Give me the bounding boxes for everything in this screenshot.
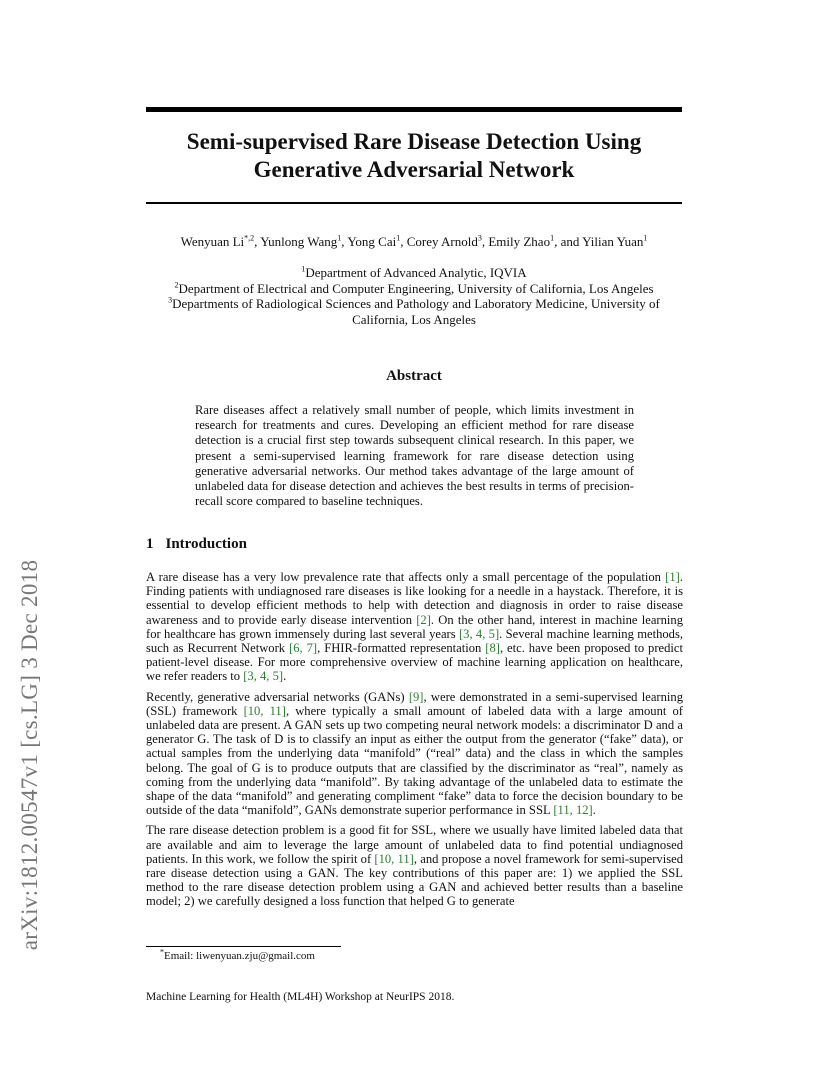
author-affiliation-mark: 1 xyxy=(550,233,555,243)
section-title: Introduction xyxy=(165,536,247,552)
paragraph xyxy=(146,570,683,684)
footnote xyxy=(160,947,315,962)
paragraph xyxy=(146,690,683,818)
affiliations xyxy=(146,265,682,327)
citation-link[interactable]: [10, 11] xyxy=(243,703,286,718)
author-separator: , xyxy=(481,234,489,249)
author-name: Corey Arnold xyxy=(406,234,478,249)
citation-link[interactable]: [6, 7] xyxy=(289,641,318,656)
affiliation-1: $^1$Department of Advanced Analytic, IQVIA xyxy=(301,264,527,280)
footnote-rule xyxy=(146,946,341,947)
author-affiliation-mark: 1 xyxy=(396,233,401,243)
author-separator: , xyxy=(341,234,348,249)
title-line-1: Semi-supervised Rare Disease Detection Using xyxy=(186,129,642,154)
affiliation-2: $^2$Department of Electrical and Computer Engineering, University of California, Los Angeles xyxy=(174,280,654,296)
paragraph-text: . Several machine learning methods, such as Recurrent Network xyxy=(146,626,684,656)
citation-link[interactable]: [1] xyxy=(665,570,680,584)
citation-link[interactable]: [9] xyxy=(408,689,424,704)
paragraph-text: Recently, generative adversarial networks (GANs) xyxy=(146,689,409,704)
citation-link[interactable]: [3, 4, 5] xyxy=(243,669,284,684)
author-separator: , and xyxy=(554,234,583,249)
title-line-2: Generative Adversarial Network xyxy=(253,157,575,182)
citation-link[interactable]: [3, 4, 5] xyxy=(458,626,500,641)
author-affiliation-mark: 3 xyxy=(477,233,482,243)
paragraph-text: . Finding patients with undiagnosed rare diseases is like looking for a needle in a haystack. Therefore, it is essential to develop efficient methods to help with detection and diagnosis in order to raise disease awareness and to provide early disease intervention xyxy=(146,570,683,627)
title-top-rule xyxy=(146,107,682,112)
abstract-text: Rare diseases affect a relatively small number of people, which limits investment in research for treatments and cures. Developing an efficient method for rare disease detection is a crucial first step towards subsequent clinical research. In this paper, we present a semi-supervised learning framework for rare disease detection using generative adversarial networks. Our method takes advantage of the large amount of unlabeled data for disease detection and achieves the best results in terms of precision-recall score compared to baseline techniques. xyxy=(195,403,634,509)
arxiv-identifier: arXiv:1812.00547v1 [cs.LG] 3 Dec 2018 xyxy=(17,559,42,951)
paragraph xyxy=(146,823,683,908)
paper-title xyxy=(146,128,682,184)
author-name: Yunlong Wang xyxy=(260,234,338,249)
affiliation-3: $^3$Departments of Radiological Sciences and Pathology and Laboratory Medicine, University of California, Los Angeles xyxy=(168,295,660,327)
author-separator: , xyxy=(400,234,407,249)
footnote-mark: * xyxy=(160,947,164,957)
paragraph-text: . xyxy=(283,669,287,684)
paragraph-text: , etc. have been proposed to predict patient-level disease. For more comprehensive overview of machine learning application on healthcare, we refer readers to xyxy=(146,641,684,684)
citation-link[interactable]: [11, 12] xyxy=(553,803,593,818)
author-separator: , xyxy=(254,234,261,249)
abstract-heading: Abstract xyxy=(386,368,442,384)
author-name: Yilian Yuan xyxy=(582,234,644,249)
paragraph-text: . On the other hand, interest in machine learning for healthcare has grown immensely during last several years xyxy=(146,612,684,641)
title-bottom-rule xyxy=(146,202,682,204)
author-affiliation-mark: *,2 xyxy=(244,233,255,243)
citation-link[interactable]: [8] xyxy=(485,641,500,656)
paragraph-text: , FHIR-formatted representation xyxy=(317,641,486,656)
paragraph-text: , and propose a novel framework for semi-supervised rare disease detection using a GAN. The key contributions of this paper are: 1) we applied the SSL method to the rare disease detection problem using a GAN and achieved better results than a baseline model; 2) we carefully designed a loss function that helped G to generate xyxy=(146,851,683,909)
paragraph-text: . xyxy=(592,803,596,818)
citation-link[interactable]: [2] xyxy=(416,612,431,627)
author-name: Emily Zhao xyxy=(488,234,551,249)
paragraph-text: , where typically a small amount of labeled data with a large amount of unlabeled data are present. A GAN sets up two competing neural network models: a discriminator D and a generator G. The task of D is to classify an input as either the output from the generator (“fake” data), or actual samples from the underlying data “manifold” (“real” data) and the class in which the samples belong. The goal of G is to produce outputs that are classified by the discriminator as “real”, namely as coming from the underlying data “manifold”. By taking advantage of the unlabeled data to estimate the shape of the data “manifold” and generating compliment “fake” data to force the decision boundary to be outside of the data “manifold”, GANs demonstrate superior performance in SSL xyxy=(146,703,684,818)
paragraph-text: The rare disease detection problem is a good fit for SSL, where we usually have limited labeled data that are available and aim to leverage the large amount of unlabeled data to find potential undiagnosed patients. In this work, we follow the spirit of xyxy=(146,823,683,866)
footnote-text: Email: liwenyuan.zju@gmail.com xyxy=(164,950,315,962)
arxiv-sidebar xyxy=(0,290,60,951)
citation-link[interactable]: [10, 11] xyxy=(374,851,414,866)
author-name: Wenyuan Li xyxy=(180,234,245,249)
author-list xyxy=(100,234,728,250)
paragraph-text: A rare disease has a very low prevalence rate that affects only a small percentage of the population xyxy=(146,570,666,584)
section-number: 1 xyxy=(146,536,154,552)
author-affiliation-mark: 1 xyxy=(643,233,648,243)
introduction-body xyxy=(146,570,683,909)
paragraph-text: , were demonstrated in a semi-supervised learning (SSL) framework xyxy=(146,689,683,718)
author-affiliation-mark: 1 xyxy=(337,233,342,243)
section-heading xyxy=(146,536,247,553)
author-name: Yong Cai xyxy=(347,234,397,249)
venue-note: Machine Learning for Health (ML4H) Workshop at NeurIPS 2018. xyxy=(146,991,455,1003)
